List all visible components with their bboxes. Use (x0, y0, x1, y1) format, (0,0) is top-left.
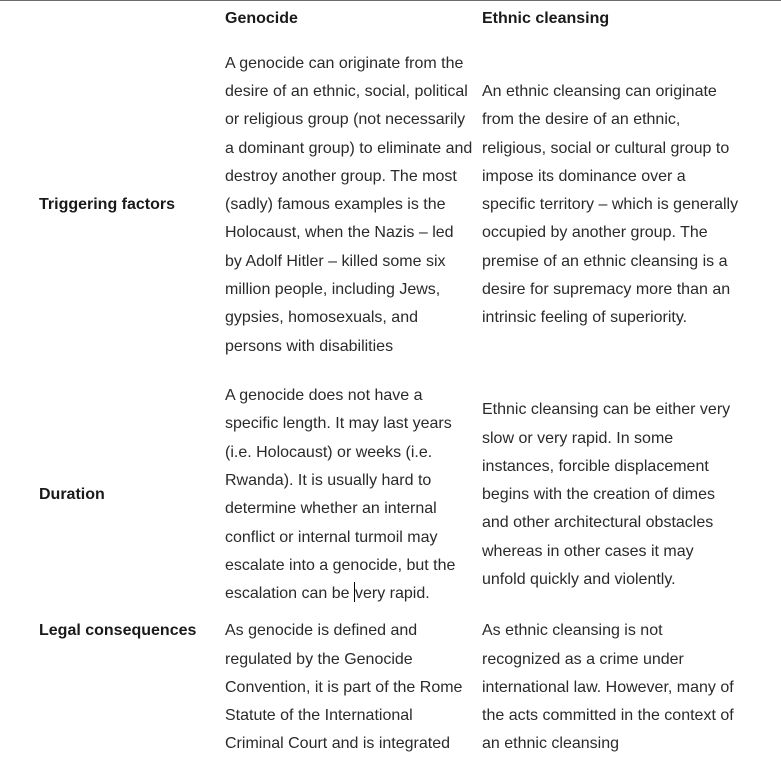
row-label-triggering-factors: Triggering factors (39, 196, 176, 214)
header-empty-cell (35, 5, 221, 33)
ethnic-cleansing-triggering-factors: An ethnic cleansing can originate from the desire of an ethnic, religious, social or cultural group to impose its dominance over a specific territory – which is generally occupied by another group. The premise of an ethnic cleansing is a desire for supremacy more than an intrinsic feeling of superiority. (482, 82, 739, 327)
genocide-legal-consequences: As genocide is defined and regulated by the Genocide Convention, it is part of the Rome Statute of the International Criminal Court and is integrated (225, 622, 463, 753)
ethnic-cleansing-legal-consequences: As ethnic cleansing is not recognized as a crime under international law. However, many of the acts committed in the context of an ethnic cleansing (482, 622, 734, 753)
table-row-legal-consequences (35, 613, 745, 767)
genocide-duration-text-start: A genocide does not have a specific length. It may last years (i.e. Holocaust) or weeks (i.e. Rwanda). It is usually hard to determine whether an internal conflict or internal turmoil may escalate into a genocide, but the escalation can be (225, 387, 456, 603)
table-row-duration (35, 377, 745, 613)
top-border-line (0, 0, 781, 1)
table-row-triggering-factors (35, 33, 745, 377)
row-label-duration: Duration (39, 486, 105, 504)
row-label-legal-consequences: Legal consequences (39, 622, 197, 640)
header-row (35, 5, 745, 33)
genocide-duration-text-end: very rapid. (354, 585, 430, 603)
header-ethnic-cleansing: Ethnic cleansing (482, 10, 610, 27)
genocide-triggering-factors: A genocide can originate from the desire of an ethnic, social, political or religious group (not necessarily a dominant group) to eliminate and destroy another group. The most (sadly) famous examples is the Holocaust, when the Nazis – led by Adolf Hitler – killed some six million people, including Jews, gypsies, homosexuals, and persons with disabilities (225, 54, 473, 355)
header-genocide: Genocide (225, 10, 298, 27)
comparison-table (35, 5, 745, 767)
ethnic-cleansing-duration: Ethnic cleansing can be either very slow or very rapid. In some instances, forcible displacement begins with the creation of dimes and other architectural obstacles whereas in other cases it may unfold quickly and violently. (482, 401, 731, 589)
genocide-duration[interactable] (221, 377, 478, 613)
